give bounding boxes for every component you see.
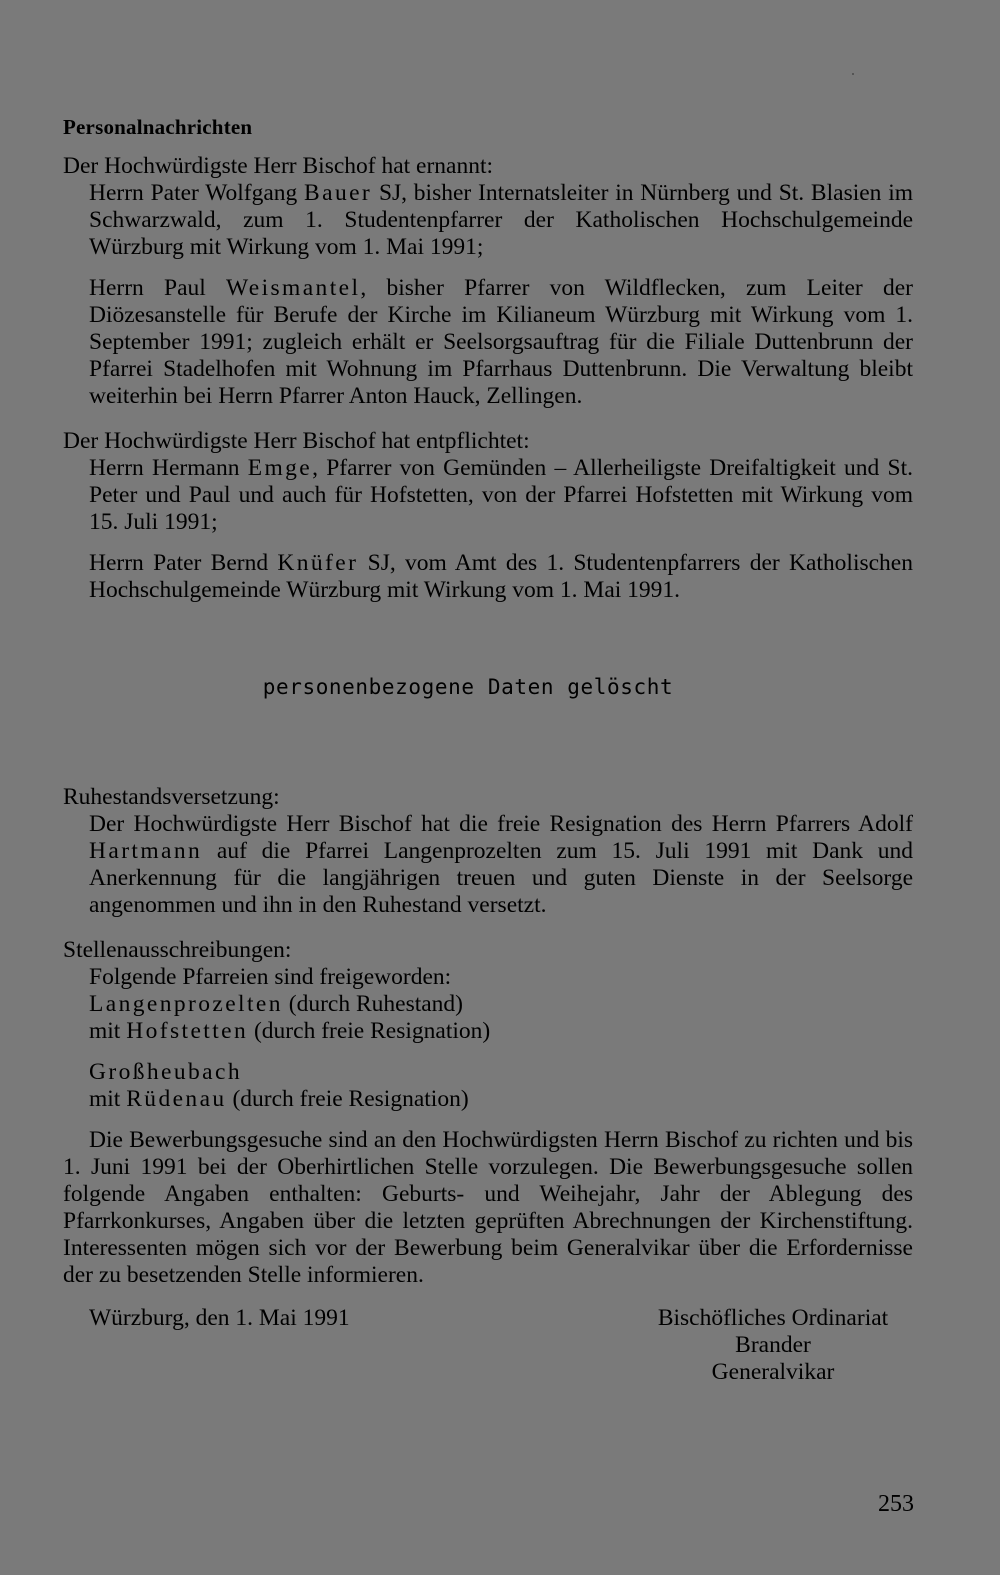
entry-text: , Pfarrer von Gemünden – Allerheiligste Dreifaltigkeit und St. Peter und Paul und auch für Hofstetten, von der Pfarrei Hofstetten mit Wirkung vom 15. Juli 1991; bbox=[89, 455, 913, 535]
releases-intro: Der Hochwürdigste Herr Bischof hat entpflichtet: bbox=[63, 428, 530, 454]
person-name: Weismantel bbox=[226, 275, 361, 301]
vacancies-intro: Stellenausschreibungen: bbox=[63, 937, 292, 963]
person-name: Bauer bbox=[304, 180, 373, 206]
release-entry bbox=[89, 550, 913, 604]
entry-text: Herrn Hermann bbox=[89, 455, 248, 481]
retirement-entry bbox=[89, 811, 913, 919]
retirement-intro: Ruhestandsversetzung: bbox=[63, 784, 280, 810]
signatory-office: Bischöfliches Ordinariat bbox=[657, 1305, 889, 1331]
appointment-entry bbox=[89, 180, 913, 261]
with-prefix: mit bbox=[89, 1086, 127, 1112]
releases-section bbox=[63, 428, 913, 604]
entry-text: Herrn Pater Bernd bbox=[89, 550, 278, 576]
release-entry bbox=[89, 455, 913, 536]
signatory-name: Brander bbox=[735, 1332, 811, 1358]
vacancies-section bbox=[63, 937, 913, 1289]
appointment-entry bbox=[89, 275, 913, 410]
entry-text: Herrn Paul bbox=[89, 275, 227, 301]
parish-name: Großheubach bbox=[89, 1059, 242, 1085]
entry-text: SJ, vom Amt des 1. Studentenpfarrers der Katholischen Hochschulgemeinde Würzburg mit Wirkung vom 1. Mai 1991. bbox=[89, 550, 913, 603]
redaction-note: personenbezogene Daten gelöscht bbox=[262, 675, 674, 699]
vacant-parish-with bbox=[89, 1018, 913, 1045]
person-name: Emge bbox=[247, 455, 313, 481]
vacant-parish bbox=[89, 991, 913, 1018]
vacant-parish bbox=[89, 1059, 913, 1086]
parish-name: Rüdenau bbox=[126, 1086, 227, 1112]
entry-text: auf die Pfarrei Langenprozelten zum 15. Juli 1991 mit Dank und Anerkennung für die langjährigen treuen und guten Dienste in der Seelsorge angenommen und ihn in den Ruhestand versetzt. bbox=[89, 838, 913, 918]
place-date: Würzburg, den 1. Mai 1991 bbox=[89, 1305, 350, 1331]
entry-text: , bisher Pfarrer von Wildflecken, zum Leiter der Diözesanstelle für Berufe der Kirche im Kilianeum Würzburg mit Wirkung vom 1. September 1991; zugleich erhält er Seelsorgsauftrag für die Filiale Duttenbrunn der Pfarrei Stadelhofen mit Wohnung im Pfarrhaus Duttenbrunn. Die Verwaltung bleibt weiterhin bei Herrn Pfarrer Anton Hauck, Zellingen. bbox=[89, 275, 913, 409]
parish-name: Langenprozelten bbox=[89, 991, 283, 1017]
entry-text: Der Hochwürdigste Herr Bischof hat die freie Resignation des Herrn Pfarrers Adolf bbox=[89, 811, 913, 837]
signatory-title: Generalvikar bbox=[711, 1359, 835, 1385]
application-instructions: Die Bewerbungsgesuche sind an den Hochwürdigsten Herrn Bischof zu richten und bis 1. Juni 1991 bei der Oberhirtlichen Stelle vorzulegen. Die Bewerbungsgesuche sollen folgende Angaben enthalten: Geburts- und Weihejahr, Jahr der Ablegung des Pfarrkonkurses, Angaben über die letzten geprüften Abrechnungen der Kirchenstiftung. Interessenten mögen sich vor der Bewerbung beim Generalvikar über die Erfordernisse der zu besetzenden Stelle informieren. bbox=[63, 1127, 913, 1288]
parish-note: (durch Ruhestand) bbox=[282, 991, 464, 1017]
parish-note: (durch freie Resignation) bbox=[248, 1018, 491, 1044]
signature-block bbox=[63, 1305, 913, 1387]
vacancies-lead: Folgende Pfarreien sind freigeworden: bbox=[89, 964, 452, 990]
section-heading: Personalnachrichten bbox=[63, 115, 253, 139]
person-name: Knüfer bbox=[277, 550, 359, 576]
document-page bbox=[63, 114, 913, 1387]
page-number: 253 bbox=[878, 1491, 914, 1517]
entry-text: SJ, bisher Internatsleiter in Nürnberg und St. Blasien im Schwarzwald, zum 1. Studentenpfarrer der Katholischen Hochschulgemeinde Würzburg mit Wirkung vom 1. Mai 1991; bbox=[89, 180, 913, 260]
entry-text: Herrn Pater Wolfgang bbox=[89, 180, 305, 206]
with-prefix: mit bbox=[89, 1018, 127, 1044]
parish-note: (durch freie Resignation) bbox=[226, 1086, 469, 1112]
appointments-intro: Der Hochwürdigste Herr Bischof hat ernannt: bbox=[63, 153, 494, 179]
vacant-parish-with bbox=[89, 1086, 913, 1113]
signatory bbox=[633, 1305, 913, 1386]
scan-speck bbox=[852, 73, 854, 75]
retirement-section bbox=[63, 784, 913, 919]
appointments-section bbox=[63, 153, 913, 410]
parish-name: Hofstetten bbox=[126, 1018, 249, 1044]
person-name: Hartmann bbox=[89, 838, 203, 864]
